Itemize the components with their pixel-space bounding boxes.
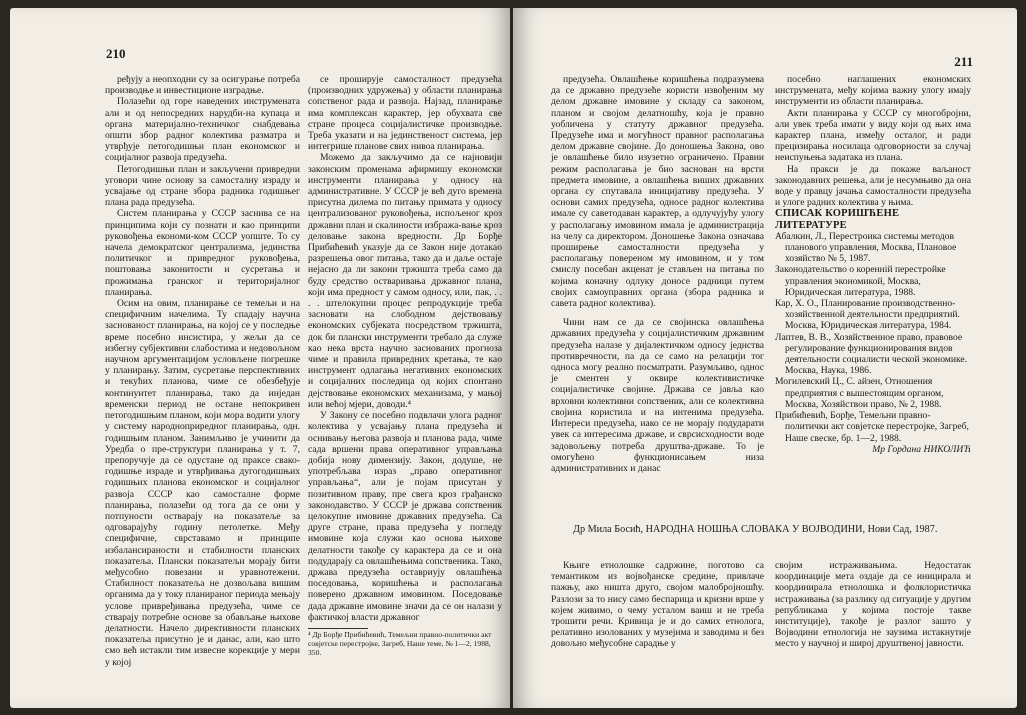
reference-item: Законодательство о коренній перестройке управления экономикой, Москва, Юридическая литература, 1988.: [775, 264, 946, 298]
paragraph: Осим на овим, планирање се темељи и на специфичним начелима. Ту спадају научна заснованост планирања, на којој се у последње време посебно инсистира, у жељи да се избегну субјективни слабостима и недовољном научном аргументацијом условљене погрешке у планирању. Затим, сусретање перспективних и текућих планова, чиме се обезбеђује континуитет планирања, тако да инједан временски период не остане непокривен петогодишњим планом, који мора водити улогу у систему народноприредног планирања, одн. годишњим планом. Занимљиво је учинити да Уредба о пре-структури планирања у т. 7, препоручује да се одустане од праксе свако-годишње израде и утврђивања дугогодишњих годишњих планова економског и социјалног развоја СССР као самосталне форме планирања, полазећи од тога да се они у потпуности остварају на показатеље за одговарајућу годину петолетке. Међу специфичне, сврставамо и принципе избалансираности и стабилности планских показатеља. Плански показатељи морају бити међусобно повезани и уравнотежени. Стабилност показатеља не дозвољава вишим органима да у току планираног периода мењају услове привређивања предузећа, чиме се стварају потребне основе за обављање њихове делатности. Начело директивности планских показатеља присутно је и данас, али, као што смо већ истакли тим извесне корекције у мери у којој: [105, 298, 300, 668]
left-page: [10, 8, 510, 708]
author-signature: Мр Гордана НИКОЛИЋ: [872, 443, 971, 455]
paragraph: Полазећи од горе наведених инструмената али и од непосредних нарудби-на купаца и органа материјално-техничког снабдевања општи збор радног колектива разматра и утврђује петогодишњи план економског и социјалног развоја предузећа.: [105, 96, 300, 164]
paragraph: Књиге етнолошке садржине, поготово са темантиком из војвођанске средине, привлаче пажњу, ако ништа друго, својом малобројношћу. Разлози за то нису само беспарица и кризни врше у којем живимо, о чему усталом ваиш и не треба трошити речи. Кривица је и до самих етнолога, релативно изолованих у музејима и заводима и без довољно међусобне сарадње у: [551, 560, 764, 650]
right-column-2: [775, 74, 971, 455]
paragraph: На пракси је да покаже ваљаност законодавних решења, али је несумњиво да она воде у правцу јачања самосталности предузећа и улоге радних колектива у њима.: [775, 163, 971, 209]
paragraph: посебно наглашених економских инструмената, међу којима важну улогу имају инструменти из области планирања.: [775, 74, 971, 108]
reference-item: Лаптев, В. В., Хозяйственное право, правовое регулирование функционирования видов деятельности социалисти ческой экономике. Москва, Наука, 1986.: [775, 331, 968, 377]
paragraph: се проширује самосталност предузећа (производних удружења) у области планирања сопственог рада и развоја. Најзад, планирање има комплексан карактер, јер обухвата све стране процеса социјалистичке производње. Треба указати и на јединственост система, јер интегрише планове свих нивоа планирања.: [308, 74, 502, 153]
reference-item: Кар, Х. О., Планирование производственно-хозяйственной деятельности предприятий. Москва, Юридическая литература, 1984.: [775, 298, 960, 332]
reference-item: Прибићевић, Борђе, Темељни правно-политички акт совјетске перестројке, Загреб, Наше свеске, бр. 1—2, 1988.: [775, 410, 969, 444]
right-page: [513, 8, 1017, 708]
review-column-1: [551, 560, 764, 650]
paragraph: Систем планирања у СССР заснива се на принципима који су познати и као принципи руковођења економи-ком СССР уопште. То су начела демократског централизма, јединства политичког и привредног руковођења, поштовања законитости и сусретања и прожимања гранског и територијалног планирања.: [105, 208, 300, 298]
paragraph: својим истраживањима. Недостатак координације мета оздаје да се иницирала и координирала етнолошка и фолклористичка истраживања (за разлику од ситуације у другим републикама у којима постоје такве институције), такође је разлог зашто у Војводини етнологија не заузима истакнутије место у научној и широј друштвеној јавности.: [775, 560, 971, 650]
page-number-left: 210: [106, 46, 126, 61]
footnote: ⁴ Др Борђе Прибићевић, Темељни правно-политички акт совјетске перестројке, Загреб, Наше теме, № 1—2, 1988, 350.: [308, 630, 492, 657]
footnote-divider: [308, 628, 368, 629]
paragraph: Чини нам се да се својинска овлашћења државних предузећа у социјалистичким државним предузећа налазе у дијалектичком односу једнства противречности, па да се само на релацији тог односа могу реално посматрати. Разумљиво, однос је сментен у оквире колективистичке социјалистичке својине. Држава се јавља као врховни колективни сопственик, али се колективна својина користила и на интенима предузећа. Интереси предузећа, иако се не морају подударати увек са интересима државе, и сврсисходности воде задовољењу потреба друштва-државе. То је омогућено функционисањем низа административних и данас: [551, 317, 764, 474]
paragraph: У Закону се посебно подвлачи улога радног колектива у усвајању плана предузећа и оснивању његова развоја и планова рада, чиме сада вршени права оперативног управљања добија нову димензију. Закон, додуше, не употребљава израз „право оперативног управљања“, али је појам присутан у позитивном праву, пре свега кроз грађанско законодавство. У СССР је држава сопственик целокупне имовине државних предузећа. Са друге стране, права предузећа у погледу имовине која служи као основа њихове делатности такође су карактера да се и она подударају са овлашћењима сопственика. Тако, држава предузећа оставриују овлашћења поседовања, коришћења и располагања поверено државном имовином. Поседовање дада државне имовине значи да се он налази у фактичкој власти државног: [308, 410, 502, 623]
page-number-right: 211: [954, 54, 973, 69]
paragraph: предузећа. Овлашћење коришћења подразумева да се државно предузеће користи извођеним му делом државне имовине у складу са законом, планом и својом делатношћу, која је правно уобличена у статуту државног предузећа. Предузеће има и могућност правног располагања делом државне својине. До доношења Закона, ово је овлашћење било изузетно ограничено. Правни режим располагања је био заснован на врсти предмета имовине, а овлашћења виших државних органа су спутавала иницијативу предузећа. У основи самих предузећа, односе радног колектива имале су саветодаван карактер, а одлучујућу улогу у располагању имовином имала је администрација на челу са директором. Доношење Закона означава проширење самосталности предузећа у располагању повереном му имовином, и у том смислу посебан акценат је стављен на питања по којима коначну одлуку доносе радници путем својих самоуправних органа (збора радника и савета радног колектива).: [551, 74, 764, 310]
reference-item: Могилевский Ц., С. айзен, Отношения предприятия с вышестоящим органом, Москва, Хозяйствои право, № 2, 1988.: [775, 376, 944, 410]
left-column-1: [105, 74, 300, 668]
paragraph: ређују а неопходни су за осигурање потреба производње и инвестиционе изградње.: [105, 74, 300, 97]
left-column-2: [308, 74, 502, 623]
references-heading: СПИСАК КОРИШЋЕНЕ ЛИТЕРАТУРЕ: [775, 208, 900, 231]
paragraph: Акти планирања у СССР су многобројни, али увек треба имати у виду који од њих има карактер плана, између осталог, и ради прецизирања носилаца одговорности за случај неиспуњења задатака из плана.: [775, 107, 971, 164]
reference-item: Абалкин, Л., Перестроика системы методов планового управления, Москва, Плановое хозяйство № 5, 1987.: [775, 230, 957, 265]
paragraph: Можемо да закључимо да се најновији законским променама афирмишу економски инструменти планирања у односу на административне. У СССР је већ дуго времена присутна дилема по питању примата у односу централизованог руковођења, испољеног кроз државни план и скалиности избража-вање кроз деловање закона вредности. Др Борђе Прибићевић указује да се Закон није дотакао разрешења овог питања, тако да и даље остаје нејасно да ли закони тржишта треба само да буду средство остваривања државног плана, који има предност у самом односу, или, пак, . . . . штелокупни процес репродукције треба засновати на слободном дејствовању економских субјеката посредством тржишта, док би плански инструменти требало да служе као нека врста научно заснованих прогноза чиме и правила привредних кретања, те као инструмент одлагања негативних економских и социјалних последица од којих спонтано дејствовање економских механизама, у мањој или већој мјери, доводи.⁴: [308, 152, 502, 410]
paragraph: Петогодишњи план и закључени привредни уговори чине основу за самосталну израду и усвајање од стране збора радника годишњег плана рада предузећа.: [105, 163, 300, 209]
review-column-2: [775, 560, 971, 650]
right-column-1: [551, 74, 764, 474]
review-heading: Др Мила Босић, НАРОДНА НОШЊА СЛОВАКА У ВОЈВОДИНИ, Нови Сад, 1987.: [573, 524, 938, 535]
